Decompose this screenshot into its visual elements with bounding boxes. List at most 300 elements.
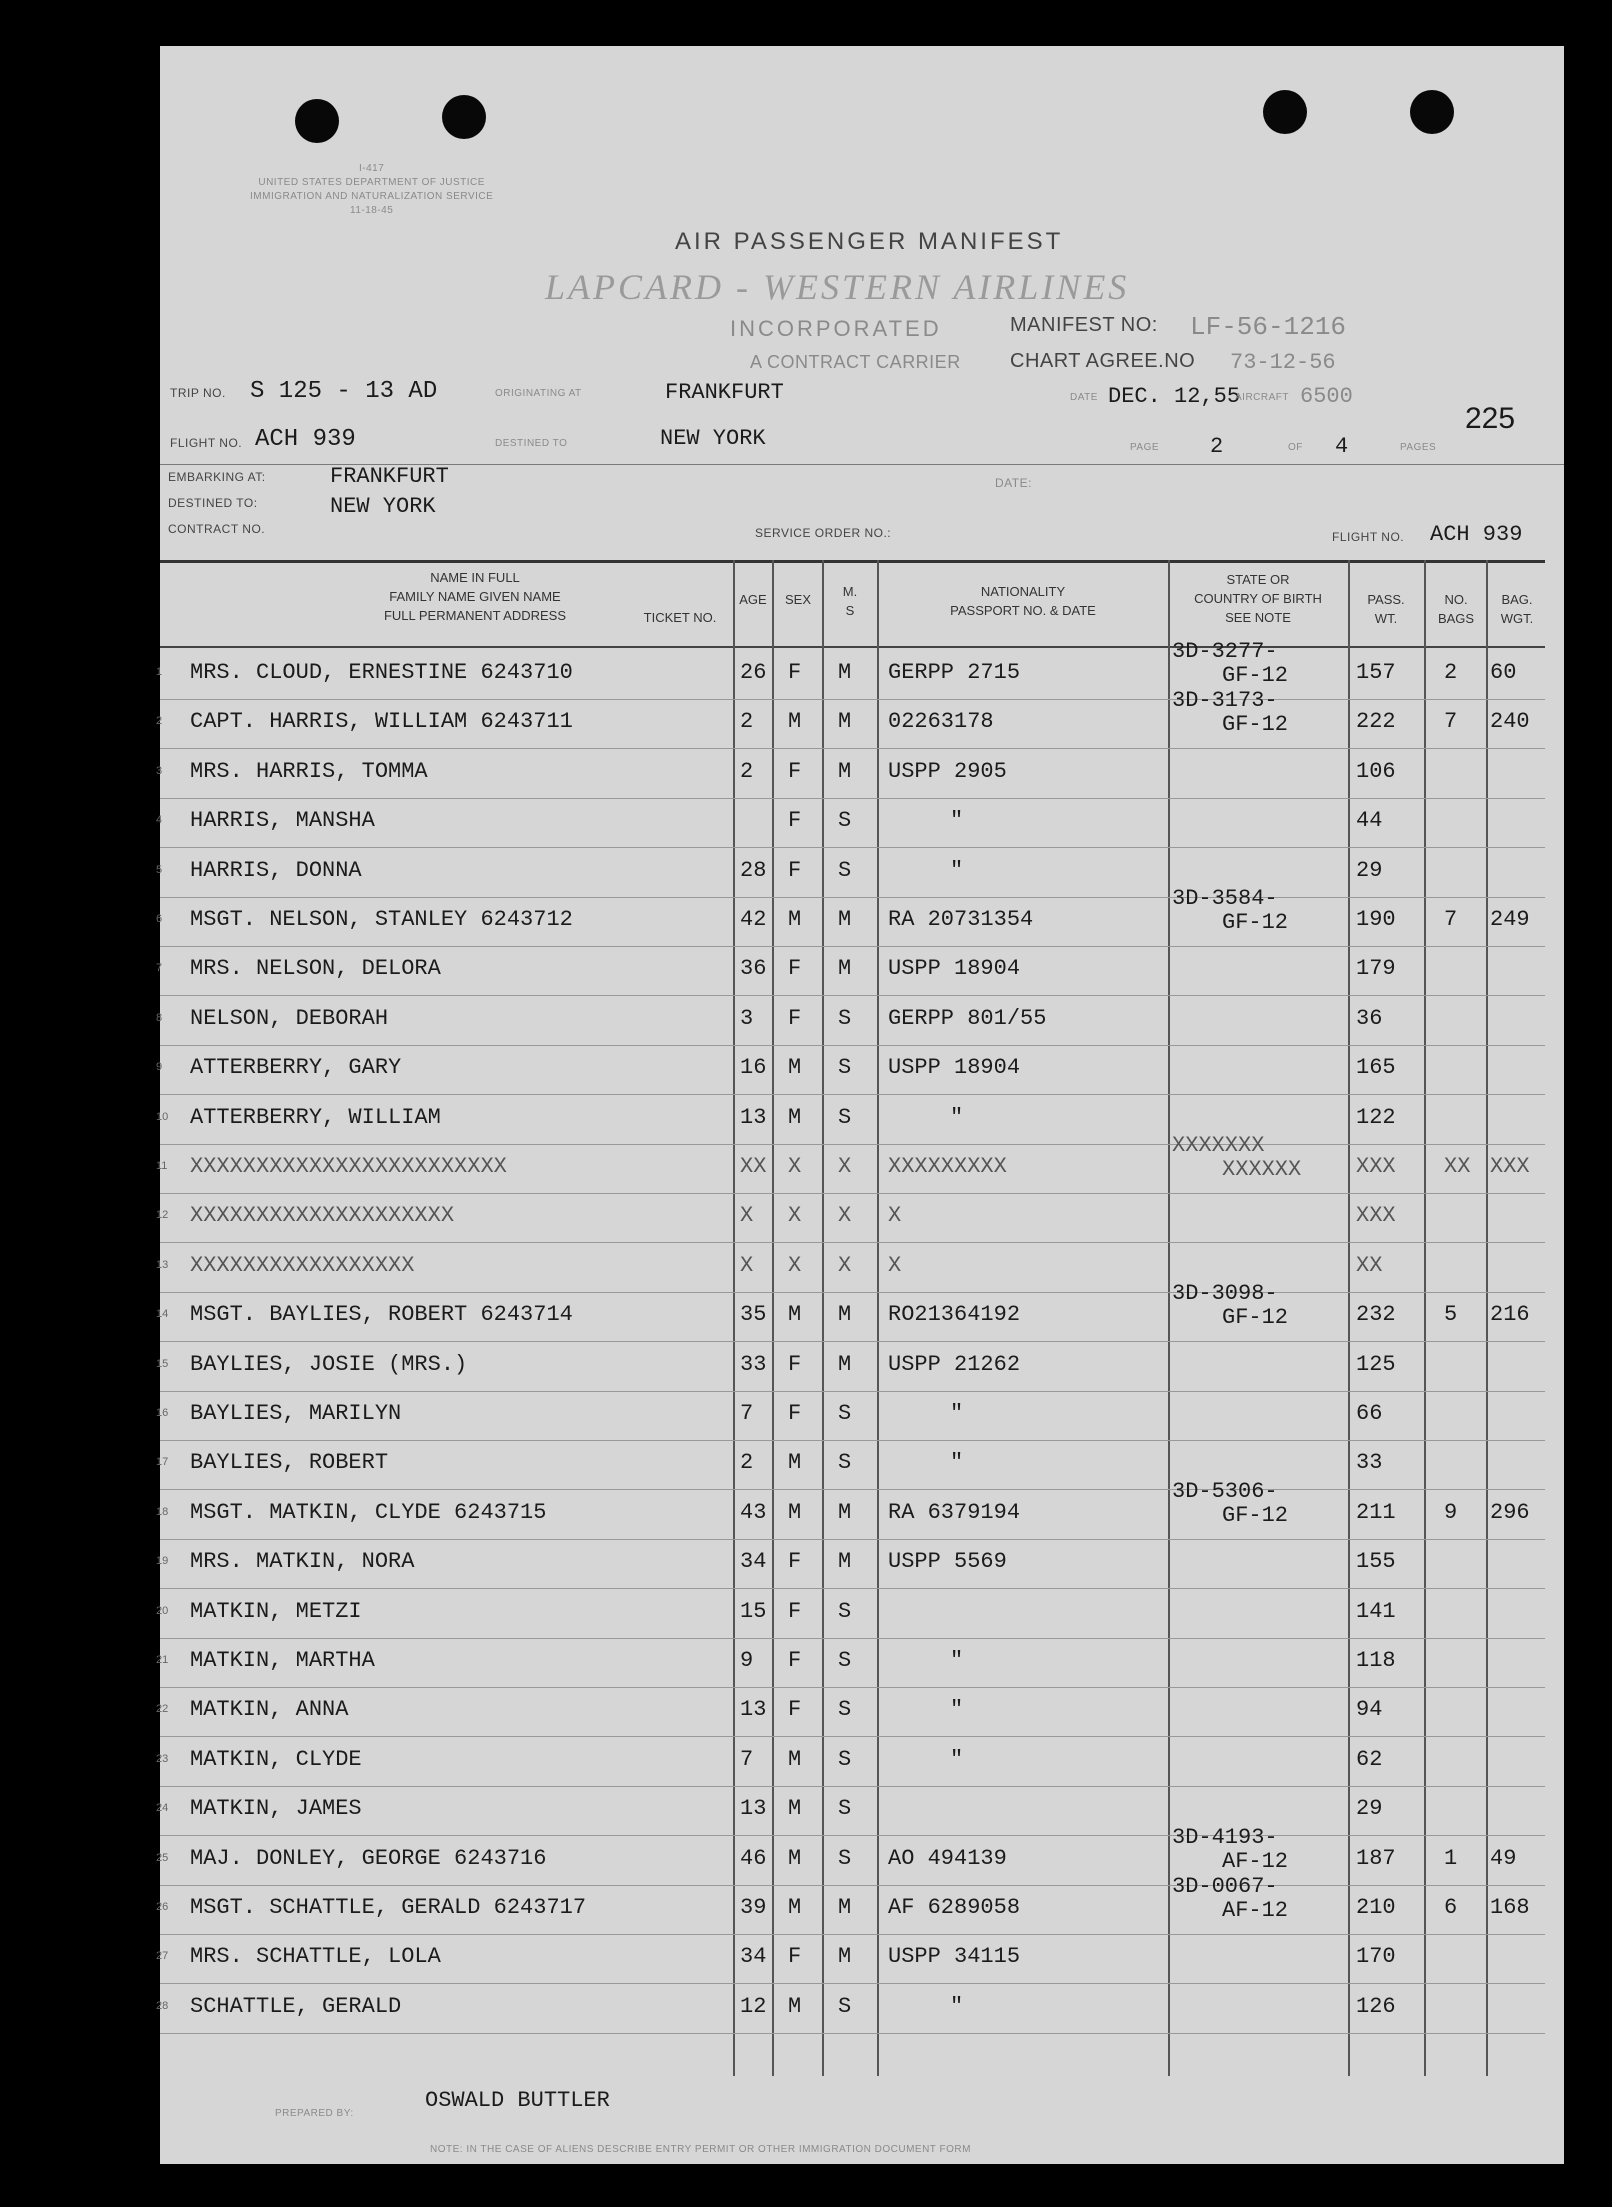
cell-ms: M (838, 907, 852, 932)
cell-ms: M (838, 956, 852, 982)
table-row (156, 1281, 1564, 1342)
row-number: 12 (156, 1209, 169, 1222)
cell-bagwt: 249 (1490, 907, 1530, 932)
cell-ms: M (838, 1944, 852, 1970)
col-bagw-line1: BAG. (1501, 592, 1533, 607)
cell-ms: S (838, 808, 852, 834)
cell-sex: F (788, 1944, 802, 1970)
cell-age: 13 (740, 1796, 767, 1822)
table-row (156, 639, 1564, 700)
cell-sex: F (788, 1697, 802, 1723)
row-number: 20 (156, 1604, 169, 1617)
row-number: 21 (156, 1654, 169, 1666)
cell-ms: M (838, 758, 852, 784)
cell-bags: XX (1444, 1154, 1471, 1179)
cell-wt: 36 (1356, 1005, 1383, 1031)
cell-sex: M (788, 1746, 802, 1772)
cell-passport: " (950, 1450, 964, 1476)
cell-name: BAYLIES, ROBERT (190, 1450, 389, 1476)
col-name-line2: FAMILY NAME GIVEN NAME (389, 589, 561, 604)
cell-name: MRS. CLOUD, ERNESTINE 6243710 (190, 660, 573, 685)
col-pass-wt-header (1350, 590, 1422, 628)
cell-ms: X (838, 1154, 852, 1179)
manifest-title: AIR PASSENGER MANIFEST (675, 228, 1064, 255)
punch-hole (1410, 90, 1454, 134)
row-number: 14 (156, 1308, 169, 1321)
cell-passport: GERPP 2715 (888, 660, 1021, 685)
cell-name: MSGT. MATKIN, CLYDE 6243715 (190, 1499, 547, 1525)
row-number: 17 (156, 1456, 169, 1469)
form-number: I-417 (359, 163, 385, 174)
cell-ms: X (838, 1203, 852, 1229)
cell-age: 33 (740, 1351, 767, 1377)
cell-wt: 29 (1356, 1796, 1383, 1822)
table-row (156, 1644, 1564, 1688)
cell-age: 2 (740, 1450, 754, 1476)
row-number: 4 (156, 814, 163, 827)
cell-birth-line2: AF-12 (1222, 1848, 1289, 1874)
cell-name: MATKIN, MARTHA (190, 1648, 375, 1673)
cell-age: 34 (740, 1549, 767, 1575)
cell-passport: X (888, 1252, 902, 1278)
col-nationality-header (880, 582, 1166, 620)
cell-age: 16 (740, 1055, 767, 1081)
cell-name: MATKIN, ANNA (190, 1697, 349, 1723)
cell-sex: M (788, 1450, 802, 1476)
date: DEC. 12,55 (1108, 384, 1241, 409)
cell-sex: F (788, 956, 802, 982)
cell-ms: M (838, 709, 852, 735)
cell-passport: " (950, 808, 964, 834)
cell-wt: XXX (1356, 1203, 1396, 1229)
cell-passport: " (950, 1648, 964, 1673)
cell-sex: F (788, 1648, 802, 1673)
cell-birth (1172, 887, 1288, 935)
row-number: 28 (156, 1999, 169, 2012)
table-row (156, 1101, 1564, 1145)
cell-birth (1172, 689, 1288, 737)
cell-age: XX (740, 1154, 767, 1179)
cell-sex: M (788, 907, 802, 932)
cell-age: 36 (740, 956, 767, 982)
cell-bagwt: 49 (1490, 1845, 1517, 1871)
cell-name: MATKIN, CLYDE (190, 1746, 362, 1772)
cell-bags: 7 (1444, 709, 1458, 735)
cell-ms: M (838, 1499, 852, 1525)
table-row (156, 1595, 1564, 1639)
cell-sex: F (788, 1005, 802, 1031)
cell-wt: 44 (1356, 808, 1383, 834)
row-number: 8 (156, 1011, 163, 1024)
cell-birth-line2: GF-12 (1222, 910, 1289, 935)
row-number: 2 (156, 715, 163, 728)
cell-passport: " (950, 1401, 964, 1426)
col-ms-header (824, 582, 876, 620)
cell-passport: USPP 34115 (888, 1944, 1021, 1970)
row-number: 10 (156, 1110, 169, 1123)
col-birth-line1: STATE OR (1226, 572, 1290, 587)
cell-age: 13 (740, 1697, 767, 1723)
cell-wt: 170 (1356, 1944, 1396, 1970)
cell-name: SCHATTLE, GERALD (190, 1993, 402, 2019)
table-row (156, 1199, 1564, 1243)
table-row (156, 1990, 1564, 2034)
page-label: PAGE (1130, 442, 1160, 453)
agency-block (250, 162, 493, 218)
cell-sex: X (788, 1154, 802, 1179)
row-number: 18 (156, 1505, 169, 1518)
cell-wt: 232 (1356, 1302, 1396, 1328)
cell-passport: RO21364192 (888, 1302, 1021, 1328)
row-number: 15 (156, 1357, 169, 1370)
cell-ms: S (838, 1450, 852, 1476)
cell-ms: S (838, 1697, 852, 1723)
table-row (156, 1743, 1564, 1787)
cell-passport: " (950, 857, 964, 883)
col-bags-line2: BAGS (1437, 611, 1475, 626)
cell-wt: 210 (1356, 1895, 1396, 1920)
cell-name: NELSON, DEBORAH (190, 1005, 389, 1031)
cell-age: 35 (740, 1302, 767, 1328)
cell-ms: S (838, 1104, 852, 1130)
cell-ms: S (838, 1401, 852, 1426)
cell-bagwt: 296 (1490, 1499, 1530, 1525)
cell-passport: USPP 5569 (888, 1549, 1007, 1575)
cell-birth (1172, 1826, 1288, 1874)
cell-name: MAJ. DONLEY, GEORGE 6243716 (190, 1845, 547, 1871)
cell-sex: F (788, 1598, 802, 1624)
cell-wt: XXX (1356, 1154, 1396, 1179)
cell-name: XXXXXXXXXXXXXXXXX (190, 1252, 415, 1278)
cell-bags: 1 (1444, 1845, 1458, 1871)
flight2-label: FLIGHT NO. (1332, 530, 1405, 544)
cell-passport: X (888, 1203, 902, 1229)
cell-passport: USPP 18904 (888, 956, 1021, 982)
cell-age: 9 (740, 1648, 754, 1673)
col-bagw-line2: WGT. (1500, 611, 1534, 626)
cell-birth-line2: XXXXXX (1222, 1157, 1302, 1182)
cell-wt: 33 (1356, 1450, 1383, 1476)
cell-sex: F (788, 808, 802, 834)
col-birth-header (1170, 570, 1346, 627)
col-ms-line2: S (845, 603, 855, 618)
cell-name: ATTERBERRY, WILLIAM (190, 1104, 441, 1130)
cell-wt: 118 (1356, 1648, 1396, 1673)
cell-wt: 29 (1356, 857, 1383, 883)
cell-ms: M (838, 1351, 852, 1377)
cell-age: 28 (740, 857, 767, 883)
contract-no-label: CONTRACT NO. (168, 522, 266, 536)
cell-passport: USPP 21262 (888, 1351, 1021, 1377)
cell-passport: AO 494139 (888, 1845, 1007, 1871)
cell-passport: USPP 18904 (888, 1055, 1021, 1081)
cell-bagwt: 168 (1490, 1895, 1530, 1920)
cell-wt: 106 (1356, 758, 1396, 784)
destined-label: DESTINED TO (495, 438, 568, 449)
cell-sex: M (788, 1845, 802, 1871)
cell-name: XXXXXXXXXXXXXXXXXXXX (190, 1203, 455, 1229)
cell-wt: 179 (1356, 956, 1396, 982)
cell-birth (1172, 1480, 1288, 1528)
destined2: NEW YORK (330, 494, 436, 519)
cell-sex: M (788, 709, 802, 735)
cell-wt: 141 (1356, 1598, 1396, 1624)
cell-wt: 211 (1356, 1499, 1396, 1525)
table-row (156, 1545, 1564, 1589)
cell-sex: M (788, 1499, 802, 1525)
row-number: 13 (156, 1258, 169, 1271)
cell-name: MRS. HARRIS, TOMMA (190, 758, 428, 784)
punch-hole (295, 99, 339, 143)
cell-ms: S (838, 1845, 852, 1871)
table-row (156, 1824, 1564, 1886)
cell-passport: XXXXXXXXX (888, 1154, 1007, 1179)
row-number: 5 (156, 863, 163, 876)
page-total: 4 (1335, 434, 1349, 459)
airline-name: LAPCARD - WESTERN AIRLINES (545, 267, 1130, 307)
table-row (156, 1940, 1564, 1984)
cell-birth-line1: 3D-5306- (1172, 1478, 1278, 1504)
cell-age: 42 (740, 907, 767, 932)
cell-wt: 187 (1356, 1845, 1396, 1871)
cell-bags: 2 (1444, 660, 1458, 685)
row-number: 16 (156, 1407, 169, 1419)
cell-ms: S (838, 1993, 852, 2019)
row-number: 19 (156, 1555, 169, 1568)
table-row (156, 1133, 1564, 1194)
form-date: 11-18-45 (350, 205, 394, 216)
cell-sex: X (788, 1252, 802, 1278)
cell-age: 39 (740, 1895, 767, 1920)
table-row (156, 1397, 1564, 1441)
row-number: 24 (156, 1802, 169, 1815)
chart-agree-no: 73-12-56 (1230, 350, 1336, 375)
col-name-header (310, 568, 640, 625)
col-nat-line2: PASSPORT NO. & DATE (950, 603, 1096, 618)
col-bags-header (1426, 590, 1486, 628)
cell-wt: 66 (1356, 1401, 1383, 1426)
aircraft-label: AIRCRAFT (1235, 392, 1289, 403)
cell-birth-line2: AF-12 (1222, 1898, 1289, 1923)
cell-name: BAYLIES, MARILYN (190, 1401, 402, 1426)
cell-wt: 222 (1356, 709, 1396, 735)
col-ms-line1: M. (842, 584, 858, 599)
table-row (156, 1478, 1564, 1540)
cell-ms: S (838, 857, 852, 883)
cell-birth-line1: XXXXXXX (1172, 1133, 1265, 1158)
cell-ms: M (838, 660, 852, 685)
cell-birth-line2: GF-12 (1222, 1502, 1289, 1528)
cell-age: 2 (740, 758, 754, 784)
cell-name: MRS. SCHATTLE, LOLA (190, 1944, 441, 1970)
cell-ms: S (838, 1005, 852, 1031)
cell-bags: 6 (1444, 1895, 1458, 1920)
row-number: 22 (156, 1703, 169, 1716)
cell-name: MSGT. BAYLIES, ROBERT 6243714 (190, 1302, 573, 1328)
cell-wt: 155 (1356, 1549, 1396, 1575)
cell-age: 2 (740, 709, 754, 735)
date-label: DATE (1070, 392, 1098, 403)
cell-name: BAYLIES, JOSIE (MRS.) (190, 1351, 468, 1377)
cell-ms: X (838, 1252, 852, 1278)
cell-sex: F (788, 1549, 802, 1575)
cell-birth-line1: 3D-4193- (1172, 1824, 1278, 1850)
cell-bagwt: 216 (1490, 1302, 1530, 1328)
col-nat-line1: NATIONALITY (980, 584, 1066, 599)
row-number: 3 (156, 764, 163, 777)
cell-bagwt: XXX (1490, 1154, 1530, 1179)
flight2-no: ACH 939 (1430, 522, 1523, 547)
cell-birth-line2: GF-12 (1222, 712, 1289, 738)
manifest-no-label: MANIFEST NO: (1010, 314, 1158, 336)
cell-age: 34 (740, 1944, 767, 1970)
row-number: 23 (156, 1752, 169, 1765)
cell-ms: M (838, 1895, 852, 1920)
row-number: 27 (156, 1950, 169, 1963)
cell-wt: 190 (1356, 907, 1396, 932)
cell-age: 26 (740, 660, 767, 685)
cell-name: HARRIS, MANSHA (190, 808, 375, 834)
cell-sex: F (788, 1401, 802, 1426)
col-bags-line1: NO. (1444, 592, 1468, 607)
row-number: 25 (156, 1851, 169, 1864)
row-number: 9 (156, 1061, 163, 1074)
cell-age: 12 (740, 1993, 767, 2019)
agency-service: IMMIGRATION AND NATURALIZATION SERVICE (250, 191, 494, 202)
cell-sex: F (788, 758, 802, 784)
cell-birth-line2: GF-12 (1222, 1305, 1289, 1331)
col-sex-header: SEX (784, 592, 811, 607)
cell-birth (1172, 1282, 1288, 1330)
col-name-line1: NAME IN FULL (430, 570, 520, 585)
cell-wt: 62 (1356, 1746, 1383, 1772)
cell-passport: RA 6379194 (888, 1499, 1021, 1525)
table-row (156, 1051, 1564, 1095)
cell-age: 13 (740, 1104, 767, 1130)
cell-sex: M (788, 1796, 802, 1822)
table-row (156, 1693, 1564, 1737)
prepared-by: OSWALD BUTTLER (425, 2088, 610, 2113)
cell-name: XXXXXXXXXXXXXXXXXXXXXXXX (190, 1154, 507, 1179)
prepared-by-label: PREPARED BY: (275, 2108, 354, 2119)
cell-name: MATKIN, METZI (190, 1598, 362, 1624)
contract-carrier: A CONTRACT CARRIER (750, 352, 961, 372)
row-number: 6 (156, 913, 163, 925)
of-label: OF (1288, 442, 1303, 453)
col-bag-wgt-header (1488, 590, 1546, 628)
table-row (156, 804, 1564, 848)
cell-ms: S (838, 1746, 852, 1772)
col-ticket-header: TICKET NO. (643, 610, 717, 625)
cell-passport: " (950, 1993, 964, 2019)
cell-birth (1172, 1875, 1288, 1923)
cell-bagwt: 240 (1490, 709, 1530, 735)
cell-wt: 125 (1356, 1351, 1396, 1377)
agency-name: UNITED STATES DEPARTMENT OF JUSTICE (258, 177, 485, 188)
cell-sex: M (788, 1104, 802, 1130)
aircraft: 6500 (1300, 384, 1353, 409)
cell-wt: XX (1356, 1252, 1383, 1278)
cell-passport: RA 20731354 (888, 907, 1034, 932)
col-pass-line1: PASS. (1367, 592, 1405, 607)
footer-note: NOTE: IN THE CASE OF ALIENS DESCRIBE ENTRY PERMIT OR OTHER IMMIGRATION DOCUMENT FORM (430, 2144, 971, 2155)
cell-birth-line1: 3D-3277- (1172, 639, 1278, 664)
cell-bags: 9 (1444, 1499, 1458, 1525)
row-number: 1 (156, 666, 163, 678)
cell-sex: M (788, 1993, 802, 2019)
cell-wt: 165 (1356, 1055, 1396, 1081)
cell-birth-line2: GF-12 (1222, 663, 1289, 688)
trip-no: S 125 - 13 AD (250, 378, 438, 405)
cell-ms: M (838, 1302, 852, 1328)
cell-birth-line1: 3D-0067- (1172, 1874, 1278, 1899)
cell-name: HARRIS, DONNA (190, 857, 362, 883)
destined: NEW YORK (660, 426, 766, 451)
cell-name: MATKIN, JAMES (190, 1796, 362, 1822)
cell-wt: 122 (1356, 1104, 1396, 1130)
table-row (156, 886, 1564, 947)
cell-ms: S (838, 1598, 852, 1624)
manifest-no: LF-56-1216 (1190, 312, 1347, 342)
chart-agree-label: CHART AGREE.NO (1010, 350, 1196, 372)
cell-birth (1172, 640, 1288, 688)
destined2-label: DESTINED TO: (168, 496, 258, 510)
table-row (156, 854, 1564, 898)
cell-bagwt: 60 (1490, 660, 1517, 685)
pages-label: PAGES (1400, 442, 1437, 453)
row-number: 11 (156, 1160, 168, 1172)
cell-age: 15 (740, 1598, 767, 1624)
service-order-label: SERVICE ORDER NO.: (755, 526, 892, 540)
cell-sex: F (788, 1351, 802, 1377)
date2-label: DATE: (995, 476, 1032, 490)
table-row (156, 1249, 1564, 1293)
table-row (156, 688, 1564, 749)
col-age-header: AGE (739, 592, 767, 607)
cell-ms: M (838, 1549, 852, 1575)
embarking-label: EMBARKING AT: (168, 470, 266, 484)
table-row (156, 952, 1564, 996)
punch-hole (442, 95, 486, 139)
trip-no-label: TRIP NO. (170, 386, 226, 400)
cell-sex: X (788, 1203, 802, 1229)
table-row (156, 1348, 1564, 1392)
cell-birth-line1: 3D-3584- (1172, 886, 1278, 911)
col-birth-line2: COUNTRY OF BIRTH (1194, 591, 1322, 606)
cell-sex: M (788, 1895, 802, 1920)
cell-sex: M (788, 1055, 802, 1081)
punch-hole (1263, 90, 1307, 134)
cell-passport: " (950, 1746, 964, 1772)
cell-name: MSGT. NELSON, STANLEY 6243712 (190, 907, 573, 932)
cell-wt: 94 (1356, 1697, 1383, 1723)
originating-label: ORIGINATING AT (495, 388, 582, 399)
page-stamp-number: 225 (1465, 402, 1516, 435)
originating: FRANKFURT (665, 380, 784, 405)
table-row (156, 1002, 1564, 1046)
cell-passport: " (950, 1697, 964, 1723)
cell-bags: 7 (1444, 907, 1458, 932)
flight-no: ACH 939 (255, 426, 356, 453)
cell-age: 7 (740, 1746, 754, 1772)
cell-passport: AF 6289058 (888, 1895, 1021, 1920)
cell-birth-line1: 3D-3173- (1172, 688, 1278, 714)
cell-name: MRS. MATKIN, NORA (190, 1549, 415, 1575)
cell-age: 3 (740, 1005, 754, 1031)
cell-passport: GERPP 801/55 (888, 1005, 1047, 1031)
cell-ms: S (838, 1796, 852, 1822)
cell-sex: M (788, 1302, 802, 1328)
